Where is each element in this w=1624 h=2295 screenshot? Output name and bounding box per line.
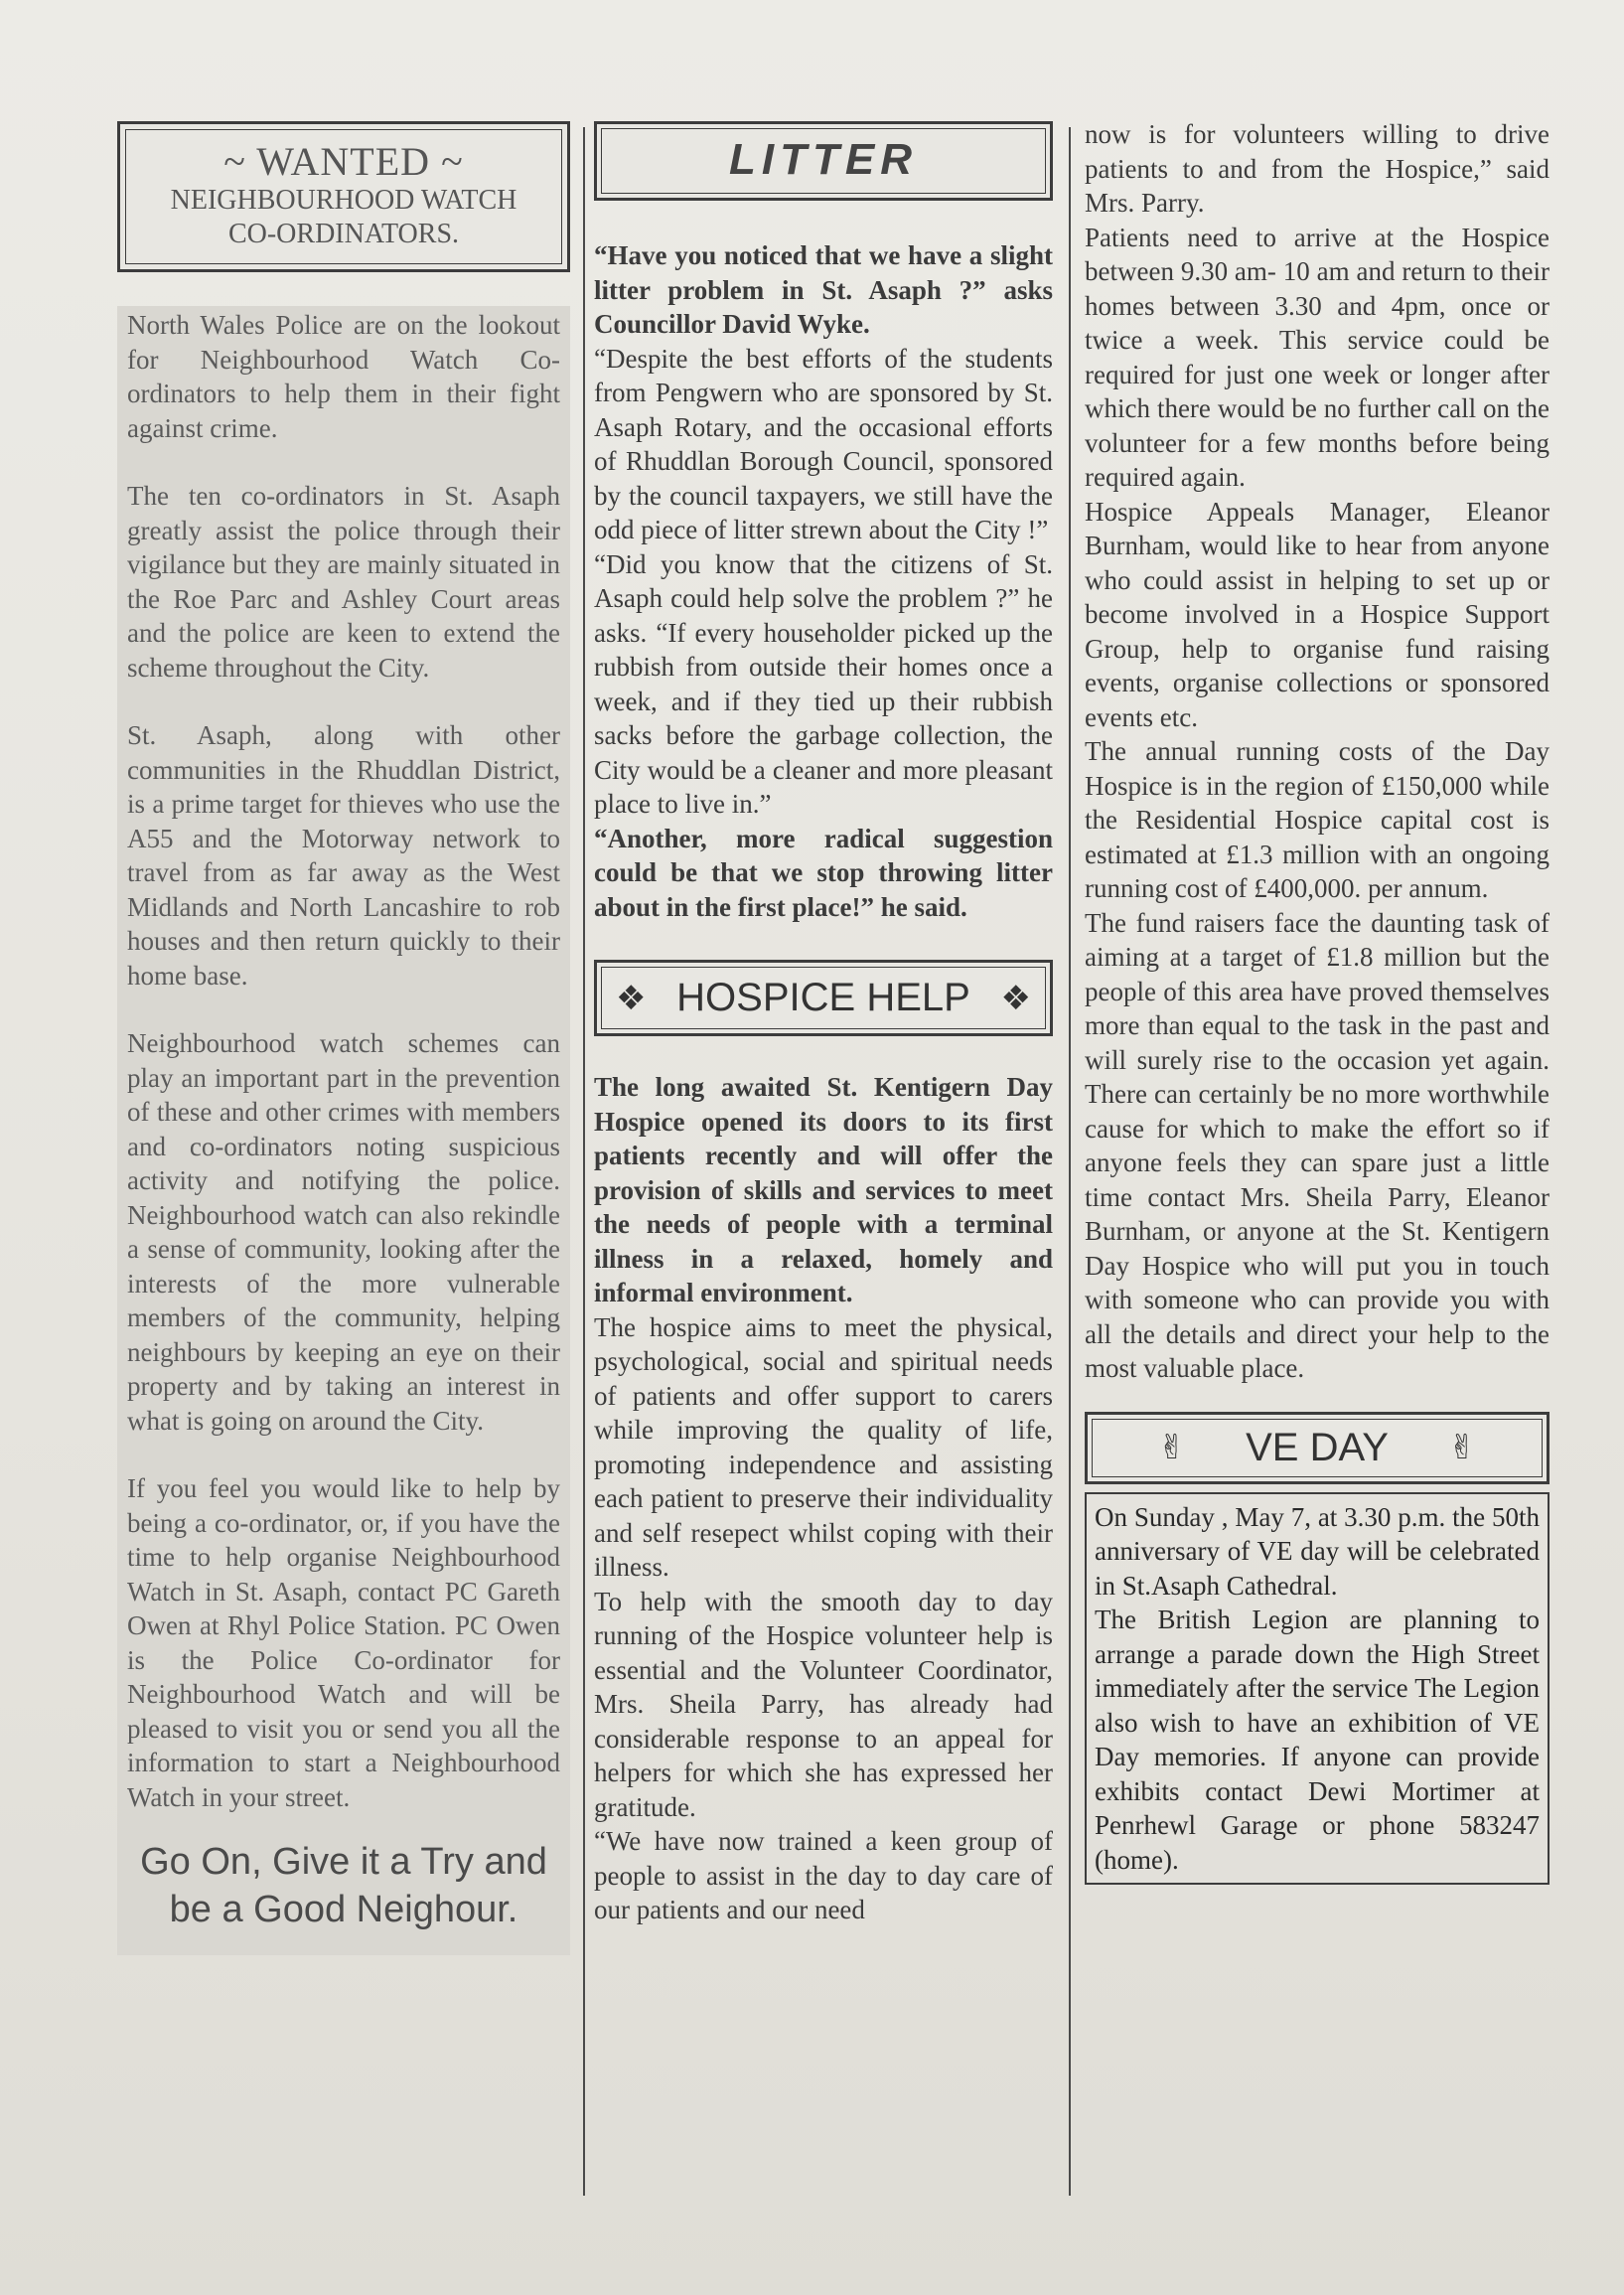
paragraph: The hospice aims to meet the physical, psychological, social and spiritual needs of patients and offer support to carers while improving the quality of life, promoting independence and assisting each patient to preserve their individuality and self resepect whilst coping with their illness. — [594, 1311, 1053, 1582]
paragraph: “Did you know that the citizens of St. Asaph could help solve the problem ?” he asks. “If every householder picked up the rubbish from outside their homes once a week, and if they tied up their rubbish sacks before the garbage collection, the City would be a cleaner and more pleasant place to live in.” — [594, 548, 1053, 819]
paragraph: North Wales Police are on the lookout for Neighbourhood Watch Co-ordinators to help them in their fight against crime. — [127, 310, 560, 443]
wanted-subtitle: CO-ORDINATORS. — [227, 219, 460, 249]
wanted-subtitle: NEIGHBOURHOOD WATCH — [170, 185, 517, 216]
litter-title: LITTER — [729, 135, 918, 184]
hospice-intro: The long awaited St. Kentigern Day Hospice opened its doors to its first patients recently and will offer the provision of skills and services to meet the needs of people with a terminal illness in a relaxed, homely and informal environment. — [594, 1072, 1053, 1307]
paragraph: The ten co-ordinators in St. Asaph greatly assist the police through their vigilance but they are mainly situated in the Roe Parc and Ashley Court areas and the police are keen to extend the scheme throughout the City. — [127, 481, 560, 683]
paragraph: now is for volunteers willing to drive patients to and from the Hospice,” said Mrs. Parry. — [1085, 119, 1550, 218]
column-divider — [1069, 127, 1071, 2196]
veday-title: VE DAY — [1246, 1425, 1389, 1469]
paragraph: Neighbourhood watch schemes can play an important part in the prevention of these and other crimes with members and co-ordinators noting suspicious activity and notifying the police. Neighbourhood watch can also rekindle a sense of community, looking after the interests of the more vulnerable members of the community, helping neighbours by keeping an eye on their property and by taking an interest in what is going on around the City. — [127, 1028, 560, 1436]
veday-heading-box — [1085, 1412, 1550, 1484]
wanted-heading-box — [117, 121, 570, 272]
paragraph: On Sunday , May 7, at 3.30 p.m. the 50th anniversary of VE day will be celebrated in St.Asaph Cathedral. — [1095, 1501, 1540, 1601]
column-divider — [583, 127, 585, 2196]
paragraph: “We have now trained a keen group of people to assist in the day to day care of our patients and our need — [594, 1826, 1053, 1924]
paragraph: The British Legion are planning to arrange a parade down the High Street immediately after the service The Legion also wish to have an exhibition of VE Day memories. If anyone can provide exhibits contact Dewi Mortimer at Penrhewl Garage or phone 583247 (home). — [1095, 1605, 1540, 1875]
wanted-body — [117, 306, 570, 1955]
paragraph: Patients need to arrive at the Hospice between 9.30 am- 10 am and return to their homes between 3.30 and 4pm, once or twice a week. This service could be required for just one week or longer after which there would be no further call on the volunteer for a few months before being required again. — [1085, 222, 1550, 492]
hospice-title: HOSPICE HELP — [676, 976, 970, 1019]
closing-slogan: Go On, Give it a Try and be a Good Neighour. — [140, 1841, 547, 1930]
paragraph: The fund raisers face the daunting task of aiming at a target of £1.8 million but the people of this area have proved themselves more than equal to the task in the past and will surely rise to the occasion yet again. There can certainly be no more worthwhile cause for which to make the effort so if anyone feels they can spare just a little time contact Mrs. Sheila Parry, Eleanor Burnham, or anyone at the St. Kentigern Day Hospice who will put you in touch with someone who can provide you with all the details and direct your help to the most valuable place. — [1085, 907, 1550, 1383]
hospice-continued — [1085, 117, 1550, 1885]
paragraph: “Despite the best efforts of the students from Pengwern who are sponsored by St. Asaph Rotary, and the occasional efforts of Rhuddlan Borough Council, sponsored by the council taxpayers, we still have the odd piece of litter strewn about the City !” — [594, 343, 1053, 544]
litter-closing: “Another, more radical suggestion could be that we stop throwing litter about in the first place!” he said. — [594, 823, 1053, 922]
paragraph: Hospice Appeals Manager, Eleanor Burnham, would like to hear from anyone who could assist in helping to set up or become involved in a Hospice Support Group, help to organise fund raising events, organise collections or sponsored events etc. — [1085, 496, 1550, 732]
litter-intro: “Have you noticed that we have a slight litter problem in St. Asaph ?” asks Councillor David Wyke. — [594, 240, 1053, 339]
paragraph: The annual running costs of the Day Hospice is in the region of £150,000 while the Residential Hospice capital cost is estimated at £1.3 million with an ongoing running cost of £400,000. per annum. — [1085, 736, 1550, 903]
diamond-icon: ❖ — [1000, 979, 1031, 1017]
veday-body — [1085, 1492, 1550, 1886]
paragraph: If you feel you would like to help by being a co-ordinator, or, if you have the time to help organise Neighbourhood Watch in St. Asaph, contact PC Gareth Owen at Rhyl Police Station. PC Owen is the Police Co-ordinator for Neighbourhood Watch and will be pleased to visit you or send you all the information to start a Neighbourhood Watch in your street. — [127, 1473, 560, 1812]
paragraph: St. Asaph, along with other communities in the Rhuddlan District, is a prime target for thieves who use the A55 and the Motorway network to travel from as far away as the West Midlands and North Lancashire to rob houses and then return quickly to their home base. — [127, 720, 560, 991]
litter-article — [594, 121, 1053, 1927]
wanted-article — [117, 121, 570, 1955]
victory-hand-icon: ✌ — [1157, 1429, 1187, 1466]
wanted-title: ~ WANTED ~ — [223, 139, 464, 184]
paragraph: To help with the smooth day to day running of the Hospice volunteer help is essential and the Volunteer Coordinator, Mrs. Sheila Parry, has already had considerable response to an appeal for helpers for which she has expressed her gratitude. — [594, 1586, 1053, 1822]
diamond-icon: ❖ — [616, 979, 647, 1017]
litter-heading-box — [594, 121, 1053, 201]
victory-hand-icon: ✌ — [1447, 1429, 1477, 1466]
hospice-heading-box — [594, 960, 1053, 1036]
